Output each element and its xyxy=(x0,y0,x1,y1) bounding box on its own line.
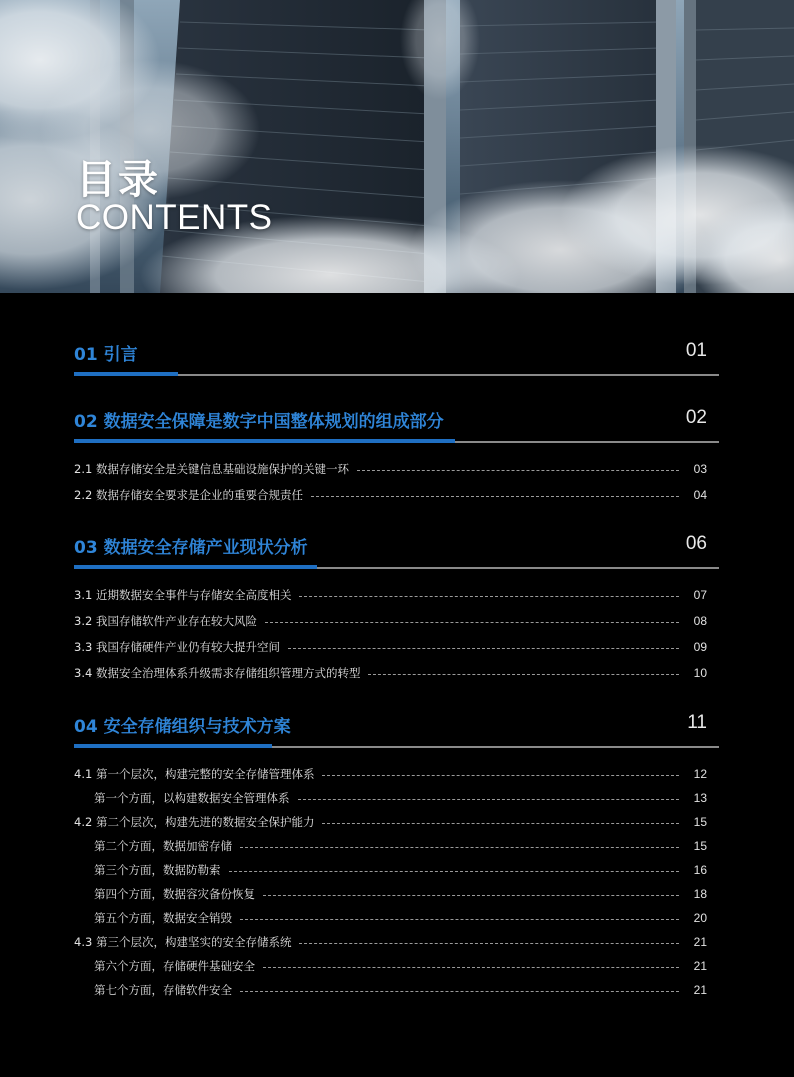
section-page-number: 02 xyxy=(685,407,707,428)
toc-section-01 xyxy=(74,330,719,376)
section-title: 01 引言 xyxy=(74,345,138,365)
toc-entry[interactable] xyxy=(74,882,719,906)
toc-entry[interactable] xyxy=(74,834,719,858)
section-page-number: 01 xyxy=(685,340,707,361)
section-heading[interactable] xyxy=(74,523,719,569)
toc-entry[interactable] xyxy=(74,456,719,482)
dot-leader xyxy=(240,991,679,992)
section-title: 03 数据安全存储产业现状分析 xyxy=(74,538,308,558)
dot-leader xyxy=(311,496,679,497)
toc-section-04 xyxy=(74,702,719,1002)
entry-page-number: 03 xyxy=(693,462,707,476)
toc-entry[interactable] xyxy=(74,786,719,810)
dot-leader xyxy=(265,622,679,623)
entry-page-number: 21 xyxy=(693,959,707,973)
entry-page-number: 07 xyxy=(693,588,707,602)
toc-entry[interactable] xyxy=(74,660,719,686)
page-title: 目录 xyxy=(76,157,160,203)
hero-banner xyxy=(0,0,794,293)
entry-page-number: 21 xyxy=(693,983,707,997)
toc-entry[interactable] xyxy=(74,482,719,508)
section-title: 04 安全存储组织与技术方案 xyxy=(74,717,291,737)
toc-entry[interactable] xyxy=(74,810,719,834)
section-heading[interactable] xyxy=(74,702,719,748)
entry-page-number: 08 xyxy=(693,614,707,628)
dot-leader xyxy=(298,799,680,800)
entry-label: 4.3 第三个层次，构建坚实的安全存储系统 xyxy=(74,935,292,949)
entry-label: 第一个方面，以构建数据安全管理体系 xyxy=(94,791,290,805)
entry-label: 2.1 数据存储安全是关键信息基础设施保护的关键一环 xyxy=(74,462,349,476)
entry-label: 第三个方面，数据防勒索 xyxy=(94,863,221,877)
entry-label: 4.1 第一个层次，构建完整的安全存储管理体系 xyxy=(74,767,315,781)
accent-bar xyxy=(74,565,317,569)
entry-label: 4.2 第二个层次，构建先进的数据安全保护能力 xyxy=(74,815,315,829)
entry-page-number: 20 xyxy=(693,911,707,925)
section-page-number: 11 xyxy=(687,712,707,733)
toc-section-03 xyxy=(74,523,719,686)
toc-entry[interactable] xyxy=(74,582,719,608)
entry-page-number: 21 xyxy=(693,935,707,949)
section-heading[interactable] xyxy=(74,397,719,443)
page-subtitle: CONTENTS xyxy=(76,198,273,237)
dot-leader xyxy=(357,470,679,471)
server-clouds-image xyxy=(0,0,794,293)
entry-label: 第六个方面，存储硬件基础安全 xyxy=(94,959,255,973)
section-heading[interactable] xyxy=(74,330,719,376)
toc-entry[interactable] xyxy=(74,930,719,954)
entry-page-number: 04 xyxy=(693,488,707,502)
entry-label: 3.3 我国存储硬件产业仍有较大提升空间 xyxy=(74,640,280,654)
entry-page-number: 16 xyxy=(693,863,707,877)
dot-leader xyxy=(240,919,679,920)
dot-leader xyxy=(322,823,679,824)
accent-bar xyxy=(74,439,455,443)
entry-page-number: 10 xyxy=(693,666,707,680)
dot-leader xyxy=(322,775,679,776)
section-page-number: 06 xyxy=(685,533,707,554)
dot-leader xyxy=(229,871,680,872)
section-title: 02 数据安全保障是数字中国整体规划的组成部分 xyxy=(74,412,444,432)
dot-leader xyxy=(288,648,679,649)
dot-leader xyxy=(299,943,679,944)
toc-entry[interactable] xyxy=(74,634,719,660)
dot-leader xyxy=(368,674,679,675)
dot-leader xyxy=(299,596,679,597)
accent-bar xyxy=(74,372,178,376)
toc-entry[interactable] xyxy=(74,978,719,1002)
dot-leader xyxy=(263,967,679,968)
entry-label: 3.1 近期数据安全事件与存储安全高度相关 xyxy=(74,588,292,602)
entry-page-number: 15 xyxy=(693,815,707,829)
entry-label: 第七个方面，存储软件安全 xyxy=(94,983,232,997)
entry-page-number: 09 xyxy=(693,640,707,654)
accent-bar xyxy=(74,744,272,748)
toc-entry[interactable] xyxy=(74,906,719,930)
toc-entry[interactable] xyxy=(74,608,719,634)
entry-page-number: 12 xyxy=(693,767,707,781)
entry-label: 3.4 数据安全治理体系升级需求存储组织管理方式的转型 xyxy=(74,666,361,680)
toc-entry[interactable] xyxy=(74,954,719,978)
toc-entry[interactable] xyxy=(74,858,719,882)
entry-label: 3.2 我国存储软件产业存在较大风险 xyxy=(74,614,257,628)
dot-leader xyxy=(263,895,679,896)
toc-entry[interactable] xyxy=(74,762,719,786)
entry-label: 第二个方面，数据加密存储 xyxy=(94,839,232,853)
entry-label: 2.2 数据存储安全要求是企业的重要合规责任 xyxy=(74,488,303,502)
entry-label: 第四个方面，数据容灾备份恢复 xyxy=(94,887,255,901)
entry-page-number: 18 xyxy=(693,887,707,901)
table-of-contents xyxy=(74,330,719,1002)
entry-page-number: 13 xyxy=(693,791,707,805)
entry-label: 第五个方面，数据安全销毁 xyxy=(94,911,232,925)
dot-leader xyxy=(240,847,679,848)
entry-page-number: 15 xyxy=(693,839,707,853)
toc-section-02 xyxy=(74,397,719,508)
